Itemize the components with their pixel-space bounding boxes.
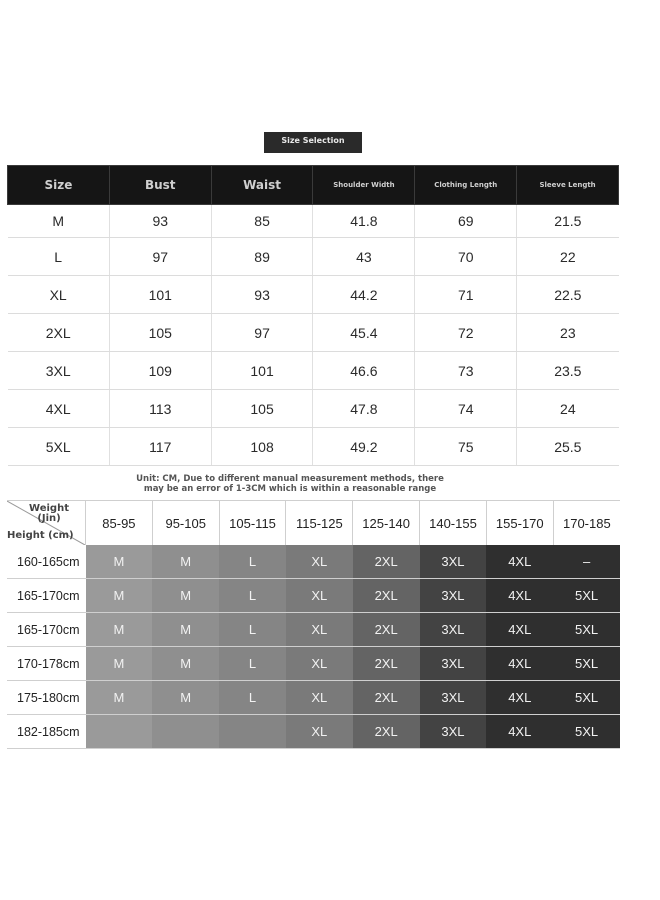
recommended-size-cell: L	[219, 681, 286, 715]
recommended-size-cell: XL	[286, 647, 353, 681]
measurement-cell: 93	[109, 205, 211, 238]
recommended-size-cell: M	[152, 545, 219, 579]
header-clothing-length: Clothing Length	[415, 166, 517, 205]
recommended-size-cell: L	[219, 545, 286, 579]
size-cell: 3XL	[8, 352, 110, 390]
recommended-size-cell: 3XL	[420, 681, 487, 715]
measurement-cell: 105	[109, 314, 211, 352]
measurement-cell: 46.6	[313, 352, 415, 390]
recommended-size-cell: 4XL	[486, 681, 553, 715]
measurement-cell: 69	[415, 205, 517, 238]
recommended-size-cell: L	[219, 579, 286, 613]
recommended-size-cell: M	[86, 647, 153, 681]
height-range-label: 165-170cm	[7, 613, 86, 647]
recommended-size-cell: 3XL	[420, 545, 487, 579]
recommended-size-cell: 2XL	[353, 715, 420, 749]
recommended-size-cell: M	[152, 579, 219, 613]
fit-row	[7, 681, 620, 715]
weight-range-header: 170-185	[553, 501, 620, 546]
weight-range-header: 140-155	[420, 501, 487, 546]
size-row	[8, 352, 619, 390]
measurement-cell: 73	[415, 352, 517, 390]
measurement-cell: 25.5	[517, 428, 619, 466]
size-selection-badge: Size Selection	[264, 132, 362, 153]
measurement-cell: 101	[109, 276, 211, 314]
recommended-size-cell: 5XL	[553, 715, 620, 749]
measurement-cell: 22	[517, 238, 619, 276]
size-cell: 4XL	[8, 390, 110, 428]
recommended-size-cell: 5XL	[553, 579, 620, 613]
recommended-size-cell: 5XL	[553, 681, 620, 715]
recommended-size-cell: XL	[286, 545, 353, 579]
recommended-size-cell	[219, 715, 286, 749]
measurement-cell: 71	[415, 276, 517, 314]
recommended-size-cell: 3XL	[420, 579, 487, 613]
size-cell: M	[8, 205, 110, 238]
recommended-size-cell: M	[152, 647, 219, 681]
measurement-cell: 74	[415, 390, 517, 428]
recommended-size-cell	[152, 715, 219, 749]
measurement-cell: 93	[211, 276, 313, 314]
size-row	[8, 428, 619, 466]
size-cell: 2XL	[8, 314, 110, 352]
weight-range-header: 125-140	[353, 501, 420, 546]
height-label: Height (cm)	[7, 530, 74, 541]
measurement-cell: 117	[109, 428, 211, 466]
recommended-size-cell: L	[219, 647, 286, 681]
note-line-1: Unit: CM, Due to different manual measurement methods, there	[136, 474, 444, 484]
measurement-cell: 47.8	[313, 390, 415, 428]
recommended-size-cell: M	[86, 545, 153, 579]
recommended-size-cell: 2XL	[353, 579, 420, 613]
weight-range-header: 85-95	[86, 501, 153, 546]
recommended-size-cell: 5XL	[553, 613, 620, 647]
size-cell: L	[8, 238, 110, 276]
measurement-cell: 45.4	[313, 314, 415, 352]
recommended-size-cell: 4XL	[486, 715, 553, 749]
measurement-cell: 24	[517, 390, 619, 428]
measurement-cell: 75	[415, 428, 517, 466]
recommended-size-cell: M	[152, 613, 219, 647]
note-line-2: may be an error of 1-3CM which is within a reasonable range	[143, 484, 437, 494]
size-table-header	[8, 166, 619, 205]
header-shoulder-width: Shoulder Width	[313, 166, 415, 205]
measurement-cell: 21.5	[517, 205, 619, 238]
weight-label-line-1: Weight	[29, 503, 69, 514]
weight-range-header: 115-125	[286, 501, 353, 546]
measurement-cell: 43	[313, 238, 415, 276]
recommended-size-cell	[86, 715, 153, 749]
recommended-size-cell: 4XL	[486, 647, 553, 681]
measurement-cell: 89	[211, 238, 313, 276]
measurement-cell: 101	[211, 352, 313, 390]
measurement-cell: 22.5	[517, 276, 619, 314]
size-cell: XL	[8, 276, 110, 314]
recommended-size-cell: M	[152, 681, 219, 715]
measurement-cell: 44.2	[313, 276, 415, 314]
recommended-size-cell: 4XL	[486, 613, 553, 647]
weight-label	[29, 504, 69, 524]
height-range-label: 170-178cm	[7, 647, 86, 681]
header-size: Size	[8, 166, 110, 205]
recommended-size-cell: M	[86, 579, 153, 613]
recommended-size-cell: M	[86, 681, 153, 715]
measurement-cell: 97	[109, 238, 211, 276]
measurement-cell: 97	[211, 314, 313, 352]
recommended-size-cell: 4XL	[486, 579, 553, 613]
fit-table-header	[7, 501, 620, 546]
height-range-label: 175-180cm	[7, 681, 86, 715]
height-weight-fit-table	[7, 500, 620, 749]
height-range-label: 165-170cm	[7, 579, 86, 613]
recommended-size-cell: 2XL	[353, 681, 420, 715]
size-measurement-table	[7, 165, 619, 466]
recommended-size-cell: 3XL	[420, 613, 487, 647]
weight-range-header: 155-170	[486, 501, 553, 546]
recommended-size-cell: XL	[286, 715, 353, 749]
fit-row	[7, 715, 620, 749]
header-waist: Waist	[211, 166, 313, 205]
fit-row	[7, 613, 620, 647]
weight-range-header: 95-105	[152, 501, 219, 546]
recommended-size-cell: XL	[286, 681, 353, 715]
recommended-size-cell: 3XL	[420, 647, 487, 681]
fit-row	[7, 545, 620, 579]
recommended-size-cell: –	[553, 545, 620, 579]
size-row	[8, 390, 619, 428]
size-row	[8, 276, 619, 314]
recommended-size-cell: XL	[286, 579, 353, 613]
fit-row	[7, 647, 620, 681]
size-row	[8, 205, 619, 238]
size-cell: 5XL	[8, 428, 110, 466]
height-range-label: 160-165cm	[7, 545, 86, 579]
size-row	[8, 238, 619, 276]
measurement-cell: 49.2	[313, 428, 415, 466]
height-range-label: 182-185cm	[7, 715, 86, 749]
recommended-size-cell: 5XL	[553, 647, 620, 681]
measurement-cell: 72	[415, 314, 517, 352]
measurement-cell: 70	[415, 238, 517, 276]
measurement-cell: 23.5	[517, 352, 619, 390]
recommended-size-cell: 2XL	[353, 545, 420, 579]
measurement-note	[120, 474, 460, 494]
measurement-cell: 109	[109, 352, 211, 390]
recommended-size-cell: 3XL	[420, 715, 487, 749]
header-bust: Bust	[109, 166, 211, 205]
measurement-cell: 85	[211, 205, 313, 238]
weight-label-line-2: (Jin)	[37, 513, 61, 524]
recommended-size-cell: XL	[286, 613, 353, 647]
recommended-size-cell: 4XL	[486, 545, 553, 579]
measurement-cell: 113	[109, 390, 211, 428]
weight-range-header: 105-115	[219, 501, 286, 546]
recommended-size-cell: 2XL	[353, 613, 420, 647]
fit-row	[7, 579, 620, 613]
size-row	[8, 314, 619, 352]
header-sleeve-length: Sleeve Length	[517, 166, 619, 205]
recommended-size-cell: L	[219, 613, 286, 647]
recommended-size-cell: M	[86, 613, 153, 647]
measurement-cell: 41.8	[313, 205, 415, 238]
corner-cell	[7, 501, 86, 546]
recommended-size-cell: 2XL	[353, 647, 420, 681]
measurement-cell: 105	[211, 390, 313, 428]
measurement-cell: 23	[517, 314, 619, 352]
measurement-cell: 108	[211, 428, 313, 466]
